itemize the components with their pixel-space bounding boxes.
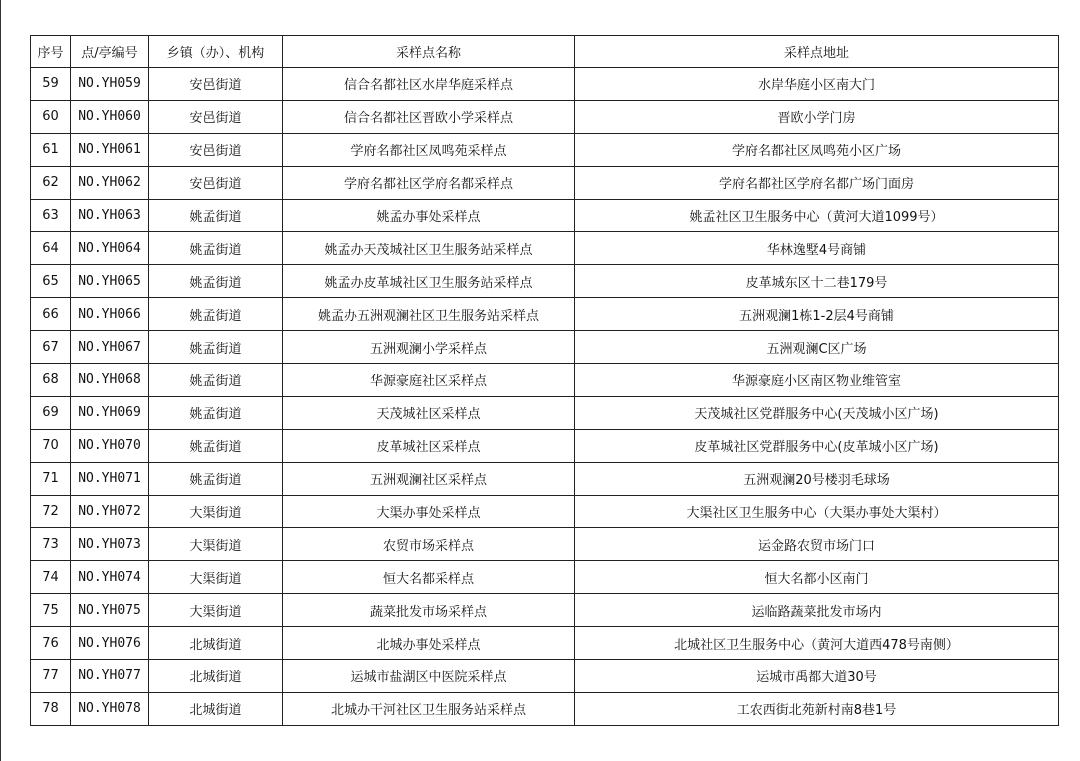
table-row [31, 199, 1059, 232]
cell-address: 运临路蔬菜批发市场内 [575, 594, 1059, 627]
cell-code: NO.YH064 [71, 232, 149, 265]
cell-code: NO.YH067 [71, 331, 149, 364]
cell-address: 运金路农贸市场门口 [575, 528, 1059, 561]
cell-name: 五洲观澜小学采样点 [283, 331, 575, 364]
header-town: 乡镇（办）、机构 [149, 36, 283, 68]
cell-code: NO.YH061 [71, 133, 149, 166]
cell-no: 77 [31, 660, 71, 693]
cell-name: 学府名都社区学府名都采样点 [283, 166, 575, 199]
cell-address: 晋欧小学门房 [575, 100, 1059, 133]
cell-code: NO.YH072 [71, 495, 149, 528]
cell-town: 北城街道 [149, 660, 283, 693]
cell-address: 华源豪庭小区南区物业维管室 [575, 364, 1059, 397]
cell-address: 五洲观澜C区广场 [575, 331, 1059, 364]
cell-town: 姚孟街道 [149, 462, 283, 495]
table-row [31, 528, 1059, 561]
cell-name: 姚孟办五洲观澜社区卫生服务站采样点 [283, 298, 575, 331]
table-row [31, 692, 1059, 725]
cell-code: NO.YH073 [71, 528, 149, 561]
cell-name: 华源豪庭社区采样点 [283, 364, 575, 397]
cell-name: 天茂城社区采样点 [283, 396, 575, 429]
cell-code: NO.YH063 [71, 199, 149, 232]
table-row [31, 627, 1059, 660]
cell-no: 60 [31, 100, 71, 133]
cell-code: NO.YH059 [71, 68, 149, 101]
cell-address: 五洲观澜1栋1-2层4号商铺 [575, 298, 1059, 331]
cell-town: 北城街道 [149, 627, 283, 660]
cell-address: 皮革城社区党群服务中心(皮革城小区广场) [575, 429, 1059, 462]
table-row [31, 133, 1059, 166]
cell-town: 姚孟街道 [149, 199, 283, 232]
cell-town: 北城街道 [149, 692, 283, 725]
cell-code: NO.YH077 [71, 660, 149, 693]
cell-town: 大渠街道 [149, 561, 283, 594]
header-address: 采样点地址 [575, 36, 1059, 68]
page-left-border [0, 0, 1, 761]
header-code: 点/亭编号 [71, 36, 149, 68]
table-row [31, 232, 1059, 265]
table-header-row [31, 36, 1059, 68]
cell-address: 大渠社区卫生服务中心（大渠办事处大渠村） [575, 495, 1059, 528]
cell-town: 安邑街道 [149, 100, 283, 133]
table-row [31, 660, 1059, 693]
cell-name: 信合名都社区水岸华庭采样点 [283, 68, 575, 101]
cell-town: 大渠街道 [149, 528, 283, 561]
cell-no: 67 [31, 331, 71, 364]
cell-code: NO.YH068 [71, 364, 149, 397]
cell-name: 大渠办事处采样点 [283, 495, 575, 528]
cell-address: 恒大名都小区南门 [575, 561, 1059, 594]
header-no: 序号 [31, 36, 71, 68]
cell-name: 姚孟办皮革城社区卫生服务站采样点 [283, 265, 575, 298]
cell-name: 五洲观澜社区采样点 [283, 462, 575, 495]
cell-address: 工农西街北苑新村南8巷1号 [575, 692, 1059, 725]
cell-address: 学府名都社区凤鸣苑小区广场 [575, 133, 1059, 166]
cell-town: 姚孟街道 [149, 364, 283, 397]
cell-code: NO.YH074 [71, 561, 149, 594]
table-row [31, 364, 1059, 397]
cell-town: 姚孟街道 [149, 265, 283, 298]
table-row [31, 462, 1059, 495]
cell-no: 66 [31, 298, 71, 331]
cell-address: 天茂城社区党群服务中心(天茂城小区广场) [575, 396, 1059, 429]
table-row [31, 68, 1059, 101]
cell-town: 安邑街道 [149, 133, 283, 166]
cell-town: 姚孟街道 [149, 232, 283, 265]
cell-name: 蔬菜批发市场采样点 [283, 594, 575, 627]
cell-name: 姚孟办天茂城社区卫生服务站采样点 [283, 232, 575, 265]
cell-no: 68 [31, 364, 71, 397]
cell-address: 学府名都社区学府名都广场门面房 [575, 166, 1059, 199]
cell-address: 运城市禹都大道30号 [575, 660, 1059, 693]
cell-code: NO.YH069 [71, 396, 149, 429]
cell-code: NO.YH070 [71, 429, 149, 462]
cell-name: 学府名都社区凤鸣苑采样点 [283, 133, 575, 166]
table-row [31, 100, 1059, 133]
table-row [31, 265, 1059, 298]
table-body [31, 68, 1059, 726]
table-row [31, 396, 1059, 429]
cell-town: 安邑街道 [149, 166, 283, 199]
cell-town: 姚孟街道 [149, 429, 283, 462]
cell-no: 73 [31, 528, 71, 561]
cell-no: 63 [31, 199, 71, 232]
cell-no: 64 [31, 232, 71, 265]
cell-address: 华林逸墅4号商铺 [575, 232, 1059, 265]
cell-address: 姚孟社区卫生服务中心（黄河大道1099号） [575, 199, 1059, 232]
cell-no: 76 [31, 627, 71, 660]
table-row [31, 166, 1059, 199]
cell-code: NO.YH065 [71, 265, 149, 298]
cell-town: 姚孟街道 [149, 298, 283, 331]
cell-address: 北城社区卫生服务中心（黄河大道西478号南侧） [575, 627, 1059, 660]
cell-town: 安邑街道 [149, 68, 283, 101]
cell-no: 75 [31, 594, 71, 627]
cell-no: 62 [31, 166, 71, 199]
cell-name: 姚孟办事处采样点 [283, 199, 575, 232]
cell-no: 78 [31, 692, 71, 725]
sampling-sites-table [30, 35, 1059, 726]
cell-code: NO.YH060 [71, 100, 149, 133]
cell-no: 61 [31, 133, 71, 166]
table-row [31, 298, 1059, 331]
cell-no: 74 [31, 561, 71, 594]
cell-name: 北城办干河社区卫生服务站采样点 [283, 692, 575, 725]
table-row [31, 429, 1059, 462]
cell-no: 71 [31, 462, 71, 495]
table-row [31, 495, 1059, 528]
cell-name: 皮革城社区采样点 [283, 429, 575, 462]
cell-name: 北城办事处采样点 [283, 627, 575, 660]
cell-address: 皮革城东区十二巷179号 [575, 265, 1059, 298]
cell-no: 72 [31, 495, 71, 528]
cell-address: 五洲观澜20号楼羽毛球场 [575, 462, 1059, 495]
cell-code: NO.YH075 [71, 594, 149, 627]
cell-name: 农贸市场采样点 [283, 528, 575, 561]
cell-no: 69 [31, 396, 71, 429]
cell-code: NO.YH078 [71, 692, 149, 725]
cell-town: 姚孟街道 [149, 331, 283, 364]
table-row [31, 594, 1059, 627]
cell-town: 大渠街道 [149, 495, 283, 528]
cell-code: NO.YH076 [71, 627, 149, 660]
cell-code: NO.YH066 [71, 298, 149, 331]
cell-address: 水岸华庭小区南大门 [575, 68, 1059, 101]
cell-name: 恒大名都采样点 [283, 561, 575, 594]
cell-no: 59 [31, 68, 71, 101]
cell-no: 65 [31, 265, 71, 298]
cell-code: NO.YH062 [71, 166, 149, 199]
cell-code: NO.YH071 [71, 462, 149, 495]
cell-no: 70 [31, 429, 71, 462]
cell-town: 大渠街道 [149, 594, 283, 627]
cell-name: 信合名都社区晋欧小学采样点 [283, 100, 575, 133]
table-row [31, 561, 1059, 594]
table-row [31, 331, 1059, 364]
header-name: 采样点名称 [283, 36, 575, 68]
cell-town: 姚孟街道 [149, 396, 283, 429]
cell-name: 运城市盐湖区中医院采样点 [283, 660, 575, 693]
